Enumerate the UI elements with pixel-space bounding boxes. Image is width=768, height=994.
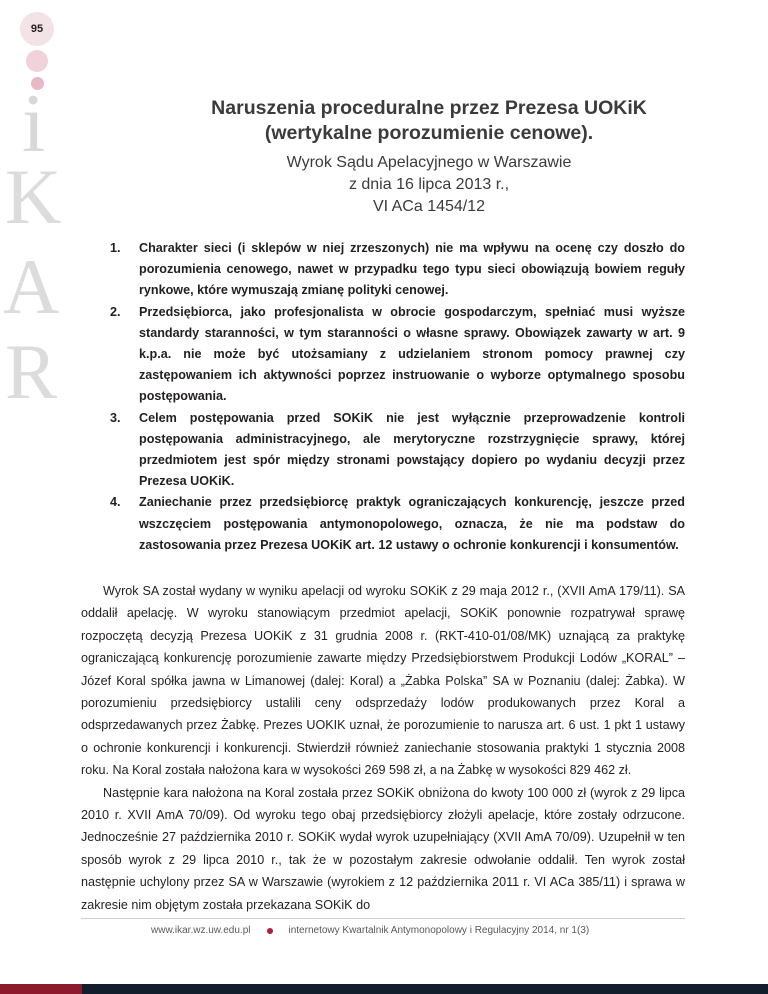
thesis-item [110, 302, 685, 408]
logo-letter-r: R [5, 328, 58, 415]
thesis-item [110, 492, 685, 556]
body-paragraph: Następnie kara nałożona na Koral została przez SOKiK obniżona do kwoty 100 000 zł (wyrok z 29 lipca 2010 r. XVII AmA 70/09). Od wyroku tego obaj przedsiębiorcy złożyli apelacje, które zostały odrzucone. Jednocześnie 27 października 2010 r. SOKiK wydał wyrok uzupełniający (XVII AmA 70/09). Uzupełnił w ten sposób wyrok z 29 lipca 2010 r., tak że w pozostałym zakresie odwołanie oddalił. Ten wyrok został następnie uchylony przez SA w Warszawie (wyrokiem z 12 października 2011 r. VI ACa 385/11) i sprawa w zakresie nim objętym została przekazana SOKiK do [81, 785, 685, 912]
footer-bullet-icon [267, 928, 273, 934]
article-title [110, 96, 748, 146]
article-body [81, 580, 685, 916]
page-footer [81, 925, 685, 936]
footer-journal: internetowy Kwartalnik Antymonopolowy i Regulacyjny 2014, nr 1(3) [288, 925, 590, 936]
article-header [110, 96, 748, 218]
thesis-text: Przedsiębiorca, jako profesjonalista w obrocie gospodarczym, spełniać musi wyższe standardy staranności, w tym staranności o własne sprawy. Obowiązek zawarty w art. 9 k.p.a. nie może być utożsamiany z udzielaniem stronom pomocy prawnej czy zastępowaniem ich aktywności poprzez instruowanie o wyborze optymalnego sposobu postępowania. [139, 304, 685, 404]
footer-website[interactable]: www.ikar.wz.uw.edu.pl [151, 925, 251, 936]
logo-letter-k: K [5, 153, 62, 240]
logo-letter-a: A [3, 243, 60, 330]
bottom-bar-accent [0, 984, 82, 994]
article-subtitle [110, 152, 748, 218]
logo-dot-large [26, 50, 48, 72]
subtitle-line-1: Wyrok Sądu Apelacyjnego w Warszawie [286, 154, 572, 171]
thesis-number: 4. [110, 495, 121, 510]
logo-letter-i: i [22, 77, 46, 170]
thesis-item [110, 238, 685, 302]
thesis-number: 3. [110, 410, 121, 425]
page-number: 95 [20, 12, 54, 46]
thesis-text: Zaniechanie przez przedsiębiorcę praktyk ograniczających konkurencję, jeszcze przed wszczęciem postępowania antymonopolowego, oznacza, że nie ma podstaw do zastosowania przez Prezesa UOKiK art. 12 ustawy o ochronie konkurencji i konsumentów. [139, 495, 685, 552]
title-line-2: (wertykalne porozumienie cenowe). [264, 122, 594, 144]
thesis-text: Charakter sieci (i sklepów w niej zrzeszonych) nie ma wpływu na ocenę czy doszło do porozumienia cenowego, nawet w przypadku tego typu sieci obowiązują bowiem reguły rynkowe, które wymuszają zmianę polityki cenowej. [139, 241, 685, 298]
thesis-text: Celem postępowania przed SOKiK nie jest wyłącznie przeprowadzenie kontroli postępowania administracyjnego, ale merytoryczne rozstrzygnięcie sprawy, której przedmiotem jest spór między stronami powstający dopiero po wydaniu decyzji przez Prezesa UOKiK. [139, 410, 685, 489]
body-paragraph: Wyrok SA został wydany w wyniku apelacji od wyroku SOKiK z 29 maja 2012 r., (XVII AmA 179/11). SA oddalił apelację. W wyroku stanowiącym przedmiot apelacji, SOKiK ponownie rozpatrywał sprawę rozpoczętą decyzją Prezesa UOKiK z 31 grudnia 2008 r. (RKT-410-01/08/MK) uznającą za praktykę ograniczającą konkurencję porozumienie zawarte między Przedsiębiorstwem Produkcji Lodów „KORAL” – Józef Koral spółka jawna w Limanowej (dalej: Koral) a „Żabka Polska” SA w Poznaniu (dalej: Żabka). W porozumieniu przedsiębiorcy ustalili ceny odsprzedaży lodów produkowanych przez Koral a odsprzedawanych przez Żabkę. Prezes UOKIK uznał, że porozumienie to narusza art. 6 ust. 1 pkt 1 ustawy o ochronie konkurencji i konkurencji. Stwierdził również zaniechanie stosowania praktyki 1 stycznia 2008 roku. Na Koral została nałożona kara w wysokości 269 598 zł, a na Żabkę w wysokości 829 462 zł. [81, 584, 685, 778]
bottom-bar [0, 984, 768, 994]
theses-list [110, 238, 685, 556]
title-line-1: Naruszenia proceduralne przez Prezesa UOKiK [211, 97, 647, 119]
thesis-number: 2. [110, 304, 121, 319]
ikar-logo [0, 48, 90, 415]
subtitle-line-2: z dnia 16 lipca 2013 r., [348, 176, 510, 193]
footer-divider [81, 918, 685, 919]
thesis-item [110, 408, 685, 493]
thesis-number: 1. [110, 241, 121, 255]
subtitle-line-3: VI ACa 1454/12 [372, 198, 486, 215]
